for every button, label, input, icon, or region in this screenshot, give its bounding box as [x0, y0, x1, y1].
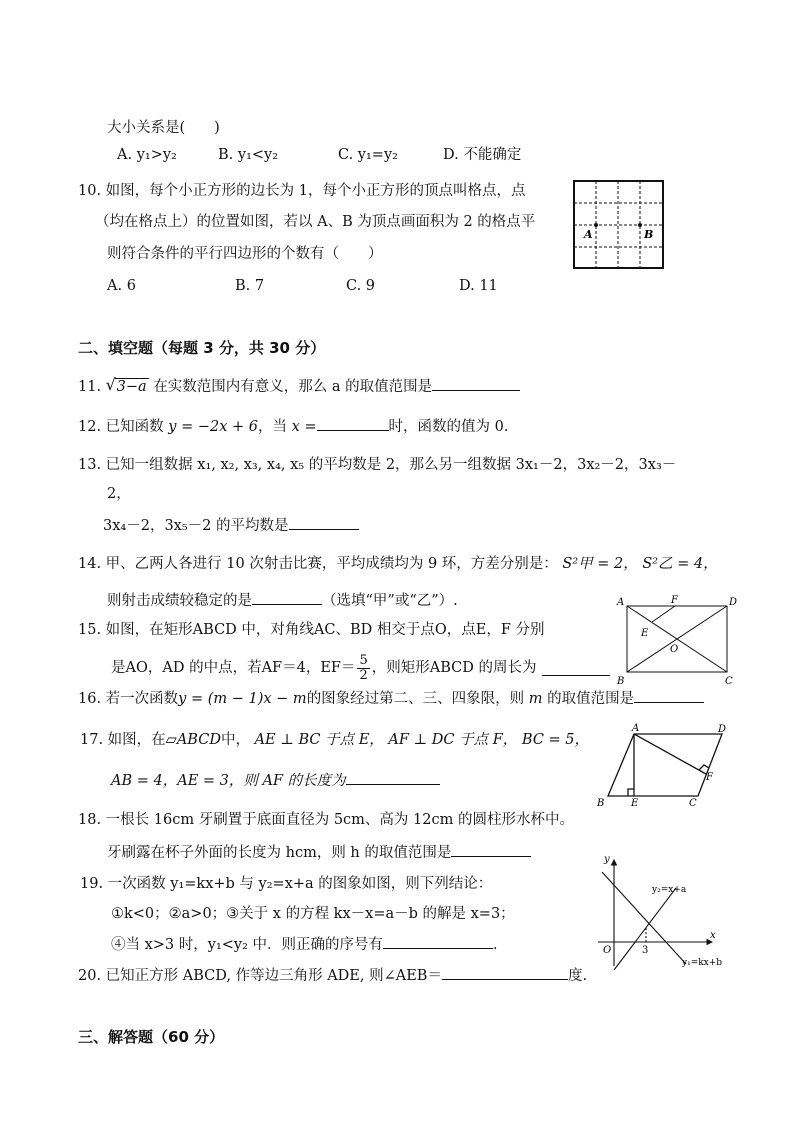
- svg-text:y: y: [604, 854, 610, 865]
- q10-line3: 则符合条件的平行四边形的个数有（ ）: [107, 246, 383, 262]
- svg-text:E: E: [641, 628, 649, 639]
- q11-text: 在实数范围内有意义，那么 a 的取值范围是: [153, 379, 433, 395]
- svg-text:C: C: [689, 798, 697, 809]
- q16: 16. 若一次函数y = (m − 1)x − m的图象经过第二、三、四象限，则 m 的取值范围是: [78, 688, 704, 709]
- q20: 20. 已知正方形 ABCD, 作等边三角形 ADE, 则∠AEB＝ 度.: [78, 965, 587, 986]
- svg-text:O: O: [670, 644, 679, 655]
- q14-line1: 14. 甲、乙两人各进行 10 次射击比赛，平均成绩均为 9 环，方差分别是： S²甲 = 2， S²乙 = 4，: [78, 556, 718, 572]
- svg-text:E: E: [631, 798, 639, 809]
- q11: [78, 376, 520, 397]
- q15-fraction: $\frac{5}{2}$: [359, 652, 368, 683]
- svg-text:y₁=kx+b: y₁=kx+b: [682, 958, 723, 968]
- svg-text:A: A: [632, 723, 640, 734]
- q15-line2: 是AO，AD 的中点，若AF＝4，EF＝ $\frac{5}{2}$ ，则矩形ABCD 的周长为: [111, 648, 610, 688]
- q15-blank[interactable]: [542, 661, 610, 676]
- q13-line1: 13. 已知一组数据 x₁, x₂, x₃, x₄, x₅ 的平均数是 2，那么另一组数据 3x₁－2，3x₂－2，3x₃－: [78, 457, 677, 473]
- section3-title: 三、解答题（60 分）: [78, 1028, 225, 1046]
- svg-text:F: F: [706, 772, 713, 783]
- q17-blank[interactable]: [346, 770, 440, 785]
- q9-option-d: D. 不能确定: [443, 147, 522, 163]
- svg-text:A: A: [617, 597, 625, 608]
- svg-text:B: B: [597, 798, 605, 809]
- q11-blank[interactable]: [432, 376, 520, 391]
- q17-line2: AB = 4，AE = 3，则 AF 的长度为: [111, 770, 440, 791]
- q18-blank[interactable]: [451, 842, 531, 857]
- svg-text:D: D: [718, 724, 727, 735]
- q19-graph-figure: [594, 852, 729, 972]
- svg-text:3: 3: [642, 945, 649, 956]
- q15-rectangle-figure: [615, 594, 740, 686]
- q10-grid-figure: [573, 180, 665, 270]
- q18-line1: 18. 一根长 16cm 牙刷置于底面直径为 5cm、高为 12cm 的圆柱形水杯中。: [78, 812, 574, 828]
- svg-text:B: B: [617, 676, 625, 687]
- q18-line2: 牙刷露在杯子外面的长度为 hcm，则 h 的取值范围是: [107, 842, 531, 863]
- q10-line1: 10. 如图，每个小正方形的边长为 1，每个小正方形的顶点叫格点，点: [78, 183, 526, 199]
- q20-blank[interactable]: [442, 965, 568, 980]
- q10-line2: （均在格点上）的位置如图，若以 A、B 为顶点画面积为 2 的格点平: [95, 214, 536, 230]
- q9-option-a: A. y₁>y₂: [117, 147, 177, 163]
- q12-expr: y = −2x + 6: [168, 419, 258, 435]
- q11-num: 11.: [78, 379, 102, 395]
- q14-line2: 则射击成绩较稳定的是 （选填“甲”或“乙”）.: [107, 590, 458, 611]
- q9-option-b: B. y₁<y₂: [218, 147, 279, 163]
- svg-text:x: x: [710, 930, 716, 941]
- q16-expr: y = (m − 1)x − m: [178, 691, 307, 707]
- q19-line2: ①k<0；②a>0；③关于 x 的方程 kx－x=a－b 的解是 x=3；: [111, 906, 515, 922]
- q13-blank[interactable]: [289, 515, 359, 530]
- q15-line1: 15. 如图，在矩形ABCD 中，对角线AC、BD 相交于点O，点E，F 分别: [78, 622, 545, 638]
- q16-blank[interactable]: [634, 688, 704, 703]
- q19-line1: 19. 一次函数 y₁=kx+b 与 y₂=x+a 的图象如图，则下列结论：: [80, 876, 493, 892]
- q12-blank[interactable]: [317, 416, 389, 431]
- q9-option-c: C. y₁=y₂: [338, 147, 398, 163]
- q17-parallelogram-figure: [594, 724, 734, 808]
- svg-text:D: D: [729, 597, 738, 608]
- q13-line2: 2，: [107, 486, 131, 502]
- q10-option-c: C. 9: [346, 278, 376, 294]
- q13-line3: 3x₄－2，3x₅－2 的平均数是: [103, 515, 359, 536]
- q19-blank[interactable]: [383, 934, 493, 949]
- q11-radical: √ 3−a: [105, 375, 147, 395]
- svg-text:y₂=x+a: y₂=x+a: [652, 885, 687, 895]
- q17-line1: 17. 如图，在▱ABCD中， AE ⊥ BC 于点 E， AF ⊥ DC 于点 F， BC = 5，: [80, 732, 590, 748]
- q10-option-d: D. 11: [459, 278, 498, 294]
- q9-stem: 大小关系是( ): [107, 120, 220, 136]
- q12: 12. 已知函数 y = −2x + 6，当 x = 时，函数的值为 0.: [78, 416, 509, 437]
- q10-option-a: A. 6: [107, 278, 136, 294]
- q19-line3: ④当 x>3 时，y₁<y₂ 中．则正确的序号有 ．: [111, 934, 508, 955]
- section2-title: 二、填空题（每题 3 分，共 30 分）: [78, 339, 326, 357]
- q10-option-b: B. 7: [235, 278, 265, 294]
- svg-text:C: C: [725, 676, 733, 687]
- q14-blank[interactable]: [252, 590, 322, 605]
- q10-label-b: B: [644, 228, 654, 241]
- q10-label-a: A: [584, 228, 593, 241]
- svg-text:F: F: [671, 595, 678, 606]
- svg-text:O: O: [603, 945, 612, 956]
